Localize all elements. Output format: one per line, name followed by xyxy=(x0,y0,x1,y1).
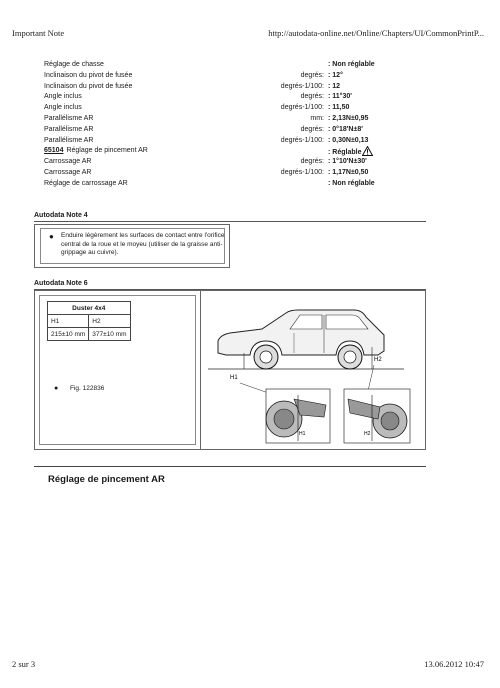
h2-label: H2 xyxy=(374,357,382,363)
note4-divider xyxy=(34,221,426,222)
spec-label: Réglage de carrossage AR xyxy=(44,179,128,187)
dimension-table-title: Duster 4x4 xyxy=(48,302,131,315)
spec-value: : 1,17N±0,50 xyxy=(328,168,369,176)
spec-unit: degrés-1/100: xyxy=(280,104,324,112)
spec-unit: degrés-1/100: xyxy=(280,82,324,90)
spec-row xyxy=(44,60,424,71)
spec-value: : Non réglable xyxy=(328,61,375,68)
spec-value: : 11,50 xyxy=(328,104,350,112)
page-number: 2 sur 3 xyxy=(12,659,36,669)
spec-label: Parallélisme AR xyxy=(44,125,94,133)
note6-box xyxy=(34,290,426,450)
spec-row xyxy=(44,157,424,168)
spec-value: : 0°18'N±8' xyxy=(328,125,363,133)
bullet-icon: ● xyxy=(54,385,59,392)
page-header-url: http://autodata-online.net/Online/Chapters/UI/CommonPrintP... xyxy=(268,28,484,38)
spec-label: Parallélisme AR xyxy=(44,136,94,144)
spec-unit: degrés: xyxy=(300,71,324,79)
page-header-title: Important Note xyxy=(12,28,65,38)
note4-title: Autodata Note 4 xyxy=(34,212,88,219)
print-timestamp: 13.06.2012 10:47 xyxy=(424,659,484,669)
dimension-table xyxy=(47,301,131,341)
note6-title: Autodata Note 6 xyxy=(34,280,88,287)
spec-label: Carrossage AR xyxy=(44,168,92,176)
spec-table xyxy=(44,60,424,190)
spec-value: : 12° xyxy=(328,71,343,79)
vehicle-height-diagram xyxy=(204,295,422,445)
spec-unit: degrés-1/100: xyxy=(280,136,324,144)
note4-text: Enduire légèrement les surfaces de contact entre l'orifice central de la roue et le moyeu (utiliser de la graisse anti-grippage au cuivre). xyxy=(61,232,225,257)
spec-label: 65104 Réglage de pincement AR xyxy=(44,147,148,155)
dimension-value-h1: 215±10 mm xyxy=(48,328,89,341)
spec-row xyxy=(44,136,424,147)
spec-row xyxy=(44,146,424,157)
spec-value: : 11°30' xyxy=(328,93,352,101)
spec-label: Carrossage AR xyxy=(44,158,92,166)
dimension-header-h1: H1 xyxy=(48,315,89,328)
section-title: Réglage de pincement AR xyxy=(48,474,165,485)
dimension-header-h2: H2 xyxy=(89,315,130,328)
spec-row xyxy=(44,125,424,136)
dimension-panel xyxy=(39,295,196,445)
spec-label: Angle inclus xyxy=(44,93,82,101)
inset-h1-label: H1 xyxy=(299,431,306,437)
spec-value: : 12 xyxy=(328,82,341,90)
note4-box xyxy=(34,224,230,268)
spec-row xyxy=(44,103,424,114)
spec-unit: degrés-1/100: xyxy=(280,168,324,176)
spec-value: : 1°10'N±30' xyxy=(328,158,367,166)
inset-h2-label: H2 xyxy=(364,431,371,437)
spec-unit: degrés: xyxy=(300,93,324,101)
note6-column-divider xyxy=(200,291,201,449)
spec-unit: degrés: xyxy=(300,158,324,166)
spec-label: Parallélisme AR xyxy=(44,114,94,122)
spec-unit: mm: xyxy=(310,114,324,122)
spec-value: : Non réglable xyxy=(328,179,375,187)
spec-value: : 2,13N±0,95 xyxy=(328,114,369,122)
spec-label: Angle inclus xyxy=(44,104,82,112)
spec-row xyxy=(44,92,424,103)
spec-row xyxy=(44,179,424,190)
spec-row xyxy=(44,168,424,179)
figure-reference: Fig. 122836 xyxy=(70,385,105,392)
spec-value: : 0,30N±0,13 xyxy=(328,136,369,144)
dimension-value-h2: 377±10 mm xyxy=(89,328,130,341)
spec-value: : Réglable xyxy=(328,146,373,161)
spec-label: Inclinaison du pivot de fusée xyxy=(44,82,133,90)
spec-row xyxy=(44,82,424,93)
h1-label: H1 xyxy=(230,375,238,381)
spec-unit: degrés: xyxy=(300,125,324,133)
reference-code-link[interactable]: 65104 xyxy=(44,147,64,155)
section-divider xyxy=(34,466,426,467)
spec-label: Inclinaison du pivot de fusée xyxy=(44,71,133,79)
spec-row xyxy=(44,71,424,82)
spec-label: Réglage de chasse xyxy=(44,61,104,68)
spec-row xyxy=(44,114,424,125)
bullet-icon: ● xyxy=(49,232,54,241)
